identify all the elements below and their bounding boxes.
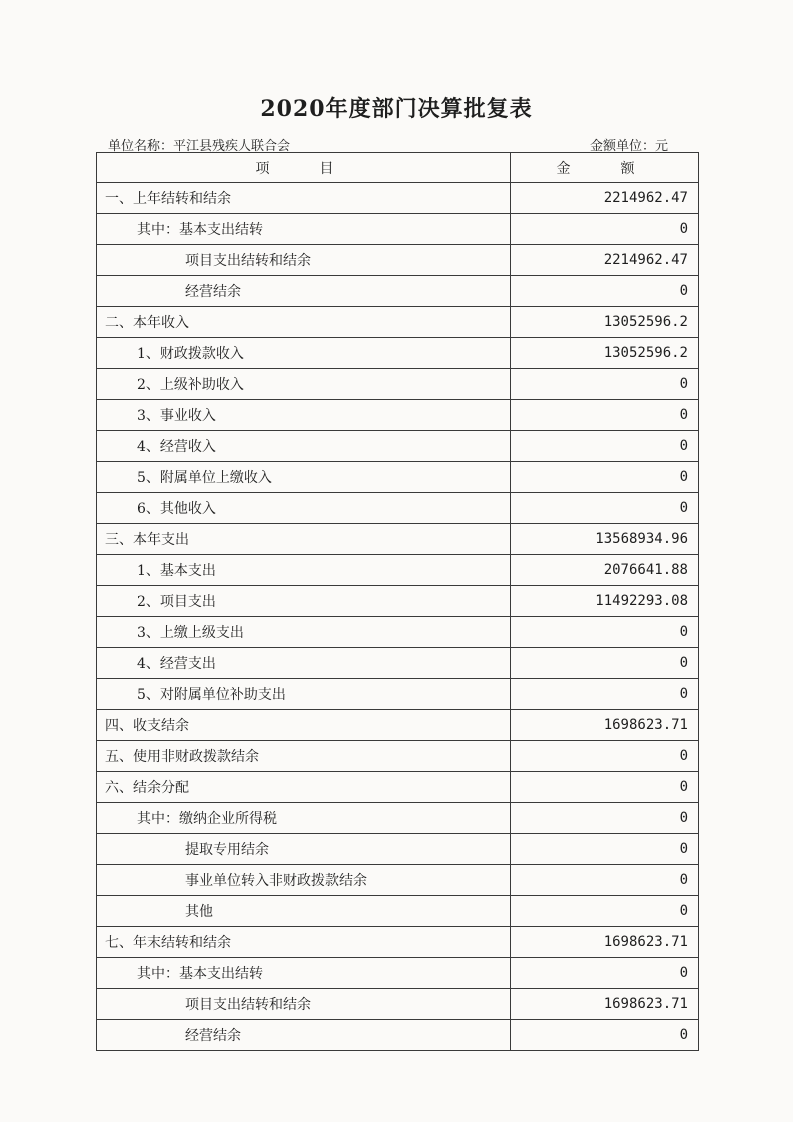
row-amount: 0 (511, 462, 699, 493)
row-amount: 0 (511, 834, 699, 865)
table-row (97, 772, 699, 803)
table-row (97, 307, 699, 338)
amount-unit: 金额单位：元 (590, 139, 669, 154)
header-amount: 金 额 (511, 153, 699, 183)
table-row (97, 245, 699, 276)
header-item: 项 目 (97, 153, 511, 183)
table-row (97, 431, 699, 462)
row-amount: 0 (511, 214, 699, 245)
table-row (97, 927, 699, 958)
row-amount: 0 (511, 1020, 699, 1051)
row-label: 事业单位转入非财政拨款结余 (97, 865, 511, 896)
row-amount: 13052596.2 (511, 307, 699, 338)
row-amount: 0 (511, 400, 699, 431)
row-label: 六、结余分配 (97, 772, 511, 803)
row-label: 4、经营支出 (97, 648, 511, 679)
row-label: 4、经营收入 (97, 431, 511, 462)
table-row (97, 276, 699, 307)
row-label: 项目支出结转和结余 (97, 245, 511, 276)
row-amount: 11492293.08 (511, 586, 699, 617)
row-label: 项目支出结转和结余 (97, 989, 511, 1020)
row-amount: 0 (511, 276, 699, 307)
row-label: 五、使用非财政拨款结余 (97, 741, 511, 772)
row-label: 七、年末结转和结余 (97, 927, 511, 958)
row-label: 一、上年结转和结余 (97, 183, 511, 214)
row-amount: 0 (511, 431, 699, 462)
row-amount: 1698623.71 (511, 989, 699, 1020)
row-label: 三、本年支出 (97, 524, 511, 555)
row-label: 1、基本支出 (97, 555, 511, 586)
row-label: 其中：缴纳企业所得税 (97, 803, 511, 834)
table-row (97, 617, 699, 648)
table-row (97, 958, 699, 989)
table-row (97, 214, 699, 245)
row-amount: 0 (511, 369, 699, 400)
table-body (97, 183, 699, 1051)
row-label: 5、附属单位上缴收入 (97, 462, 511, 493)
table-row (97, 803, 699, 834)
row-label: 2、项目支出 (97, 586, 511, 617)
row-amount: 0 (511, 896, 699, 927)
table-row (97, 183, 699, 214)
row-label: 3、事业收入 (97, 400, 511, 431)
row-label: 经营结余 (97, 1020, 511, 1051)
row-label: 其他 (97, 896, 511, 927)
table-row (97, 524, 699, 555)
table-row (97, 679, 699, 710)
row-label: 5、对附属单位补助支出 (97, 679, 511, 710)
row-label: 经营结余 (97, 276, 511, 307)
row-label: 四、收支结余 (97, 710, 511, 741)
row-amount: 0 (511, 617, 699, 648)
table-row (97, 989, 699, 1020)
row-amount: 1698623.71 (511, 710, 699, 741)
row-amount: 0 (511, 741, 699, 772)
row-amount: 0 (511, 772, 699, 803)
row-amount: 0 (511, 648, 699, 679)
row-amount: 2214962.47 (511, 245, 699, 276)
table-header-row (97, 153, 699, 183)
table-row (97, 741, 699, 772)
row-amount: 2076641.88 (511, 555, 699, 586)
row-amount: 2214962.47 (511, 183, 699, 214)
table-row (97, 648, 699, 679)
row-amount: 0 (511, 679, 699, 710)
table-row (97, 710, 699, 741)
table-row (97, 896, 699, 927)
row-label: 二、本年收入 (97, 307, 511, 338)
row-label: 1、财政拨款收入 (97, 338, 511, 369)
table-row (97, 834, 699, 865)
row-amount: 13052596.2 (511, 338, 699, 369)
row-amount: 1698623.71 (511, 927, 699, 958)
page-title: 2020年度部门决算批复表 (260, 96, 533, 122)
row-label: 3、上缴上级支出 (97, 617, 511, 648)
unit-name: 单位名称：平江县残疾人联合会 (108, 139, 291, 154)
row-amount: 13568934.96 (511, 524, 699, 555)
row-label: 其中：基本支出结转 (97, 958, 511, 989)
table-row (97, 338, 699, 369)
table-row (97, 369, 699, 400)
table-row (97, 462, 699, 493)
table-row (97, 586, 699, 617)
table-row (97, 555, 699, 586)
row-amount: 0 (511, 958, 699, 989)
row-amount: 0 (511, 493, 699, 524)
row-amount: 0 (511, 803, 699, 834)
budget-table (96, 152, 699, 1051)
row-label: 提取专用结余 (97, 834, 511, 865)
table-row (97, 865, 699, 896)
row-label: 2、上级补助收入 (97, 369, 511, 400)
row-label: 6、其他收入 (97, 493, 511, 524)
row-label: 其中：基本支出结转 (97, 214, 511, 245)
table-row (97, 1020, 699, 1051)
row-amount: 0 (511, 865, 699, 896)
table-row (97, 400, 699, 431)
table-row (97, 493, 699, 524)
